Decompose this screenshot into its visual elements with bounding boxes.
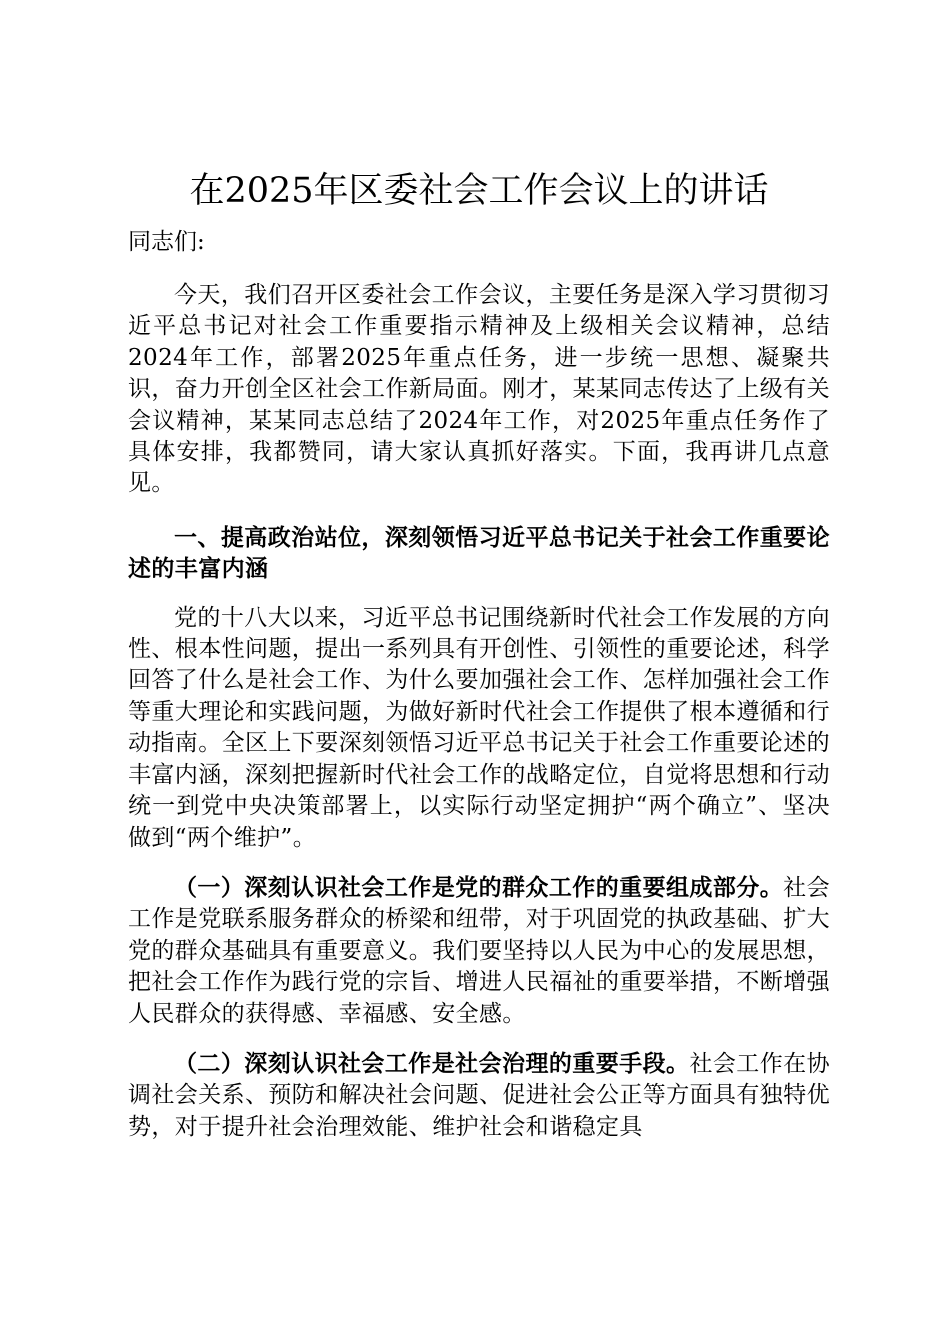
section-1-paragraph: 党的十八大以来，习近平总书记围绕新时代社会工作发展的方向性、根本性问题，提出一系列具有开创性、引领性的重要论述，科学回答了什么是社会工作、为什么要加强社会工作、怎样加强社会工作等重大理论和实践问题，为做好新时代社会工作提供了根本遵循和行动指南。全区上下要深刻领悟习近平总书记关于社会工作重要论述的丰富内涵，深刻把握新时代社会工作的战略定位，自觉将思想和行动统一到党中央决策部署上，以实际行动坚定拥护“两个确立”、坚决做到“两个维护”。 [128, 604, 830, 851]
point-1-heading: （一）深刻认识社会工作是党的群众工作的重要组成部分。 [174, 873, 784, 901]
document-title: 在2025年区委社会工作会议上的讲话 [189, 171, 769, 211]
point-2-heading: （二）深刻认识社会工作是社会治理的重要手段。 [174, 1049, 690, 1077]
intro-paragraph: 今天，我们召开区委社会工作会议，主要任务是深入学习贯彻习近平总书记对社会工作重要指示精神及上级相关会议精神，总结2024年工作，部署2025年重点任务，进一步统一思想、凝聚共识，奋力开创全区社会工作新局面。刚才，某某同志传达了上级有关会议精神，某某同志总结了2024年工作，对2025年重点任务作了具体安排，我都赞同，请大家认真抓好落实。下面，我再讲几点意见。 [128, 282, 830, 497]
section-heading-1: 一、提高政治站位，深刻领悟习近平总书记关于社会工作重要论述的丰富内涵 [128, 523, 830, 583]
salutation: 同志们: [128, 229, 205, 255]
point-1-paragraph [128, 872, 830, 1030]
point-2-paragraph [128, 1048, 830, 1143]
point-1-body: 社会工作是党联系服务群众的桥梁和纽带，对于巩固党的执政基础、扩大党的群众基础具有重要意义。我们要坚持以人民为中心的发展思想，把社会工作作为践行党的宗旨、增进人民福祉的重要举措，不断增强人民群众的获得感、幸福感、安全感。 [128, 874, 830, 1027]
document-body [128, 165, 830, 1143]
point-2-body: 社会工作在协调社会关系、预防和解决社会问题、促进社会公正等方面具有独特优势，对于提升社会治理效能、维护社会和谐稳定具 [128, 1050, 830, 1140]
